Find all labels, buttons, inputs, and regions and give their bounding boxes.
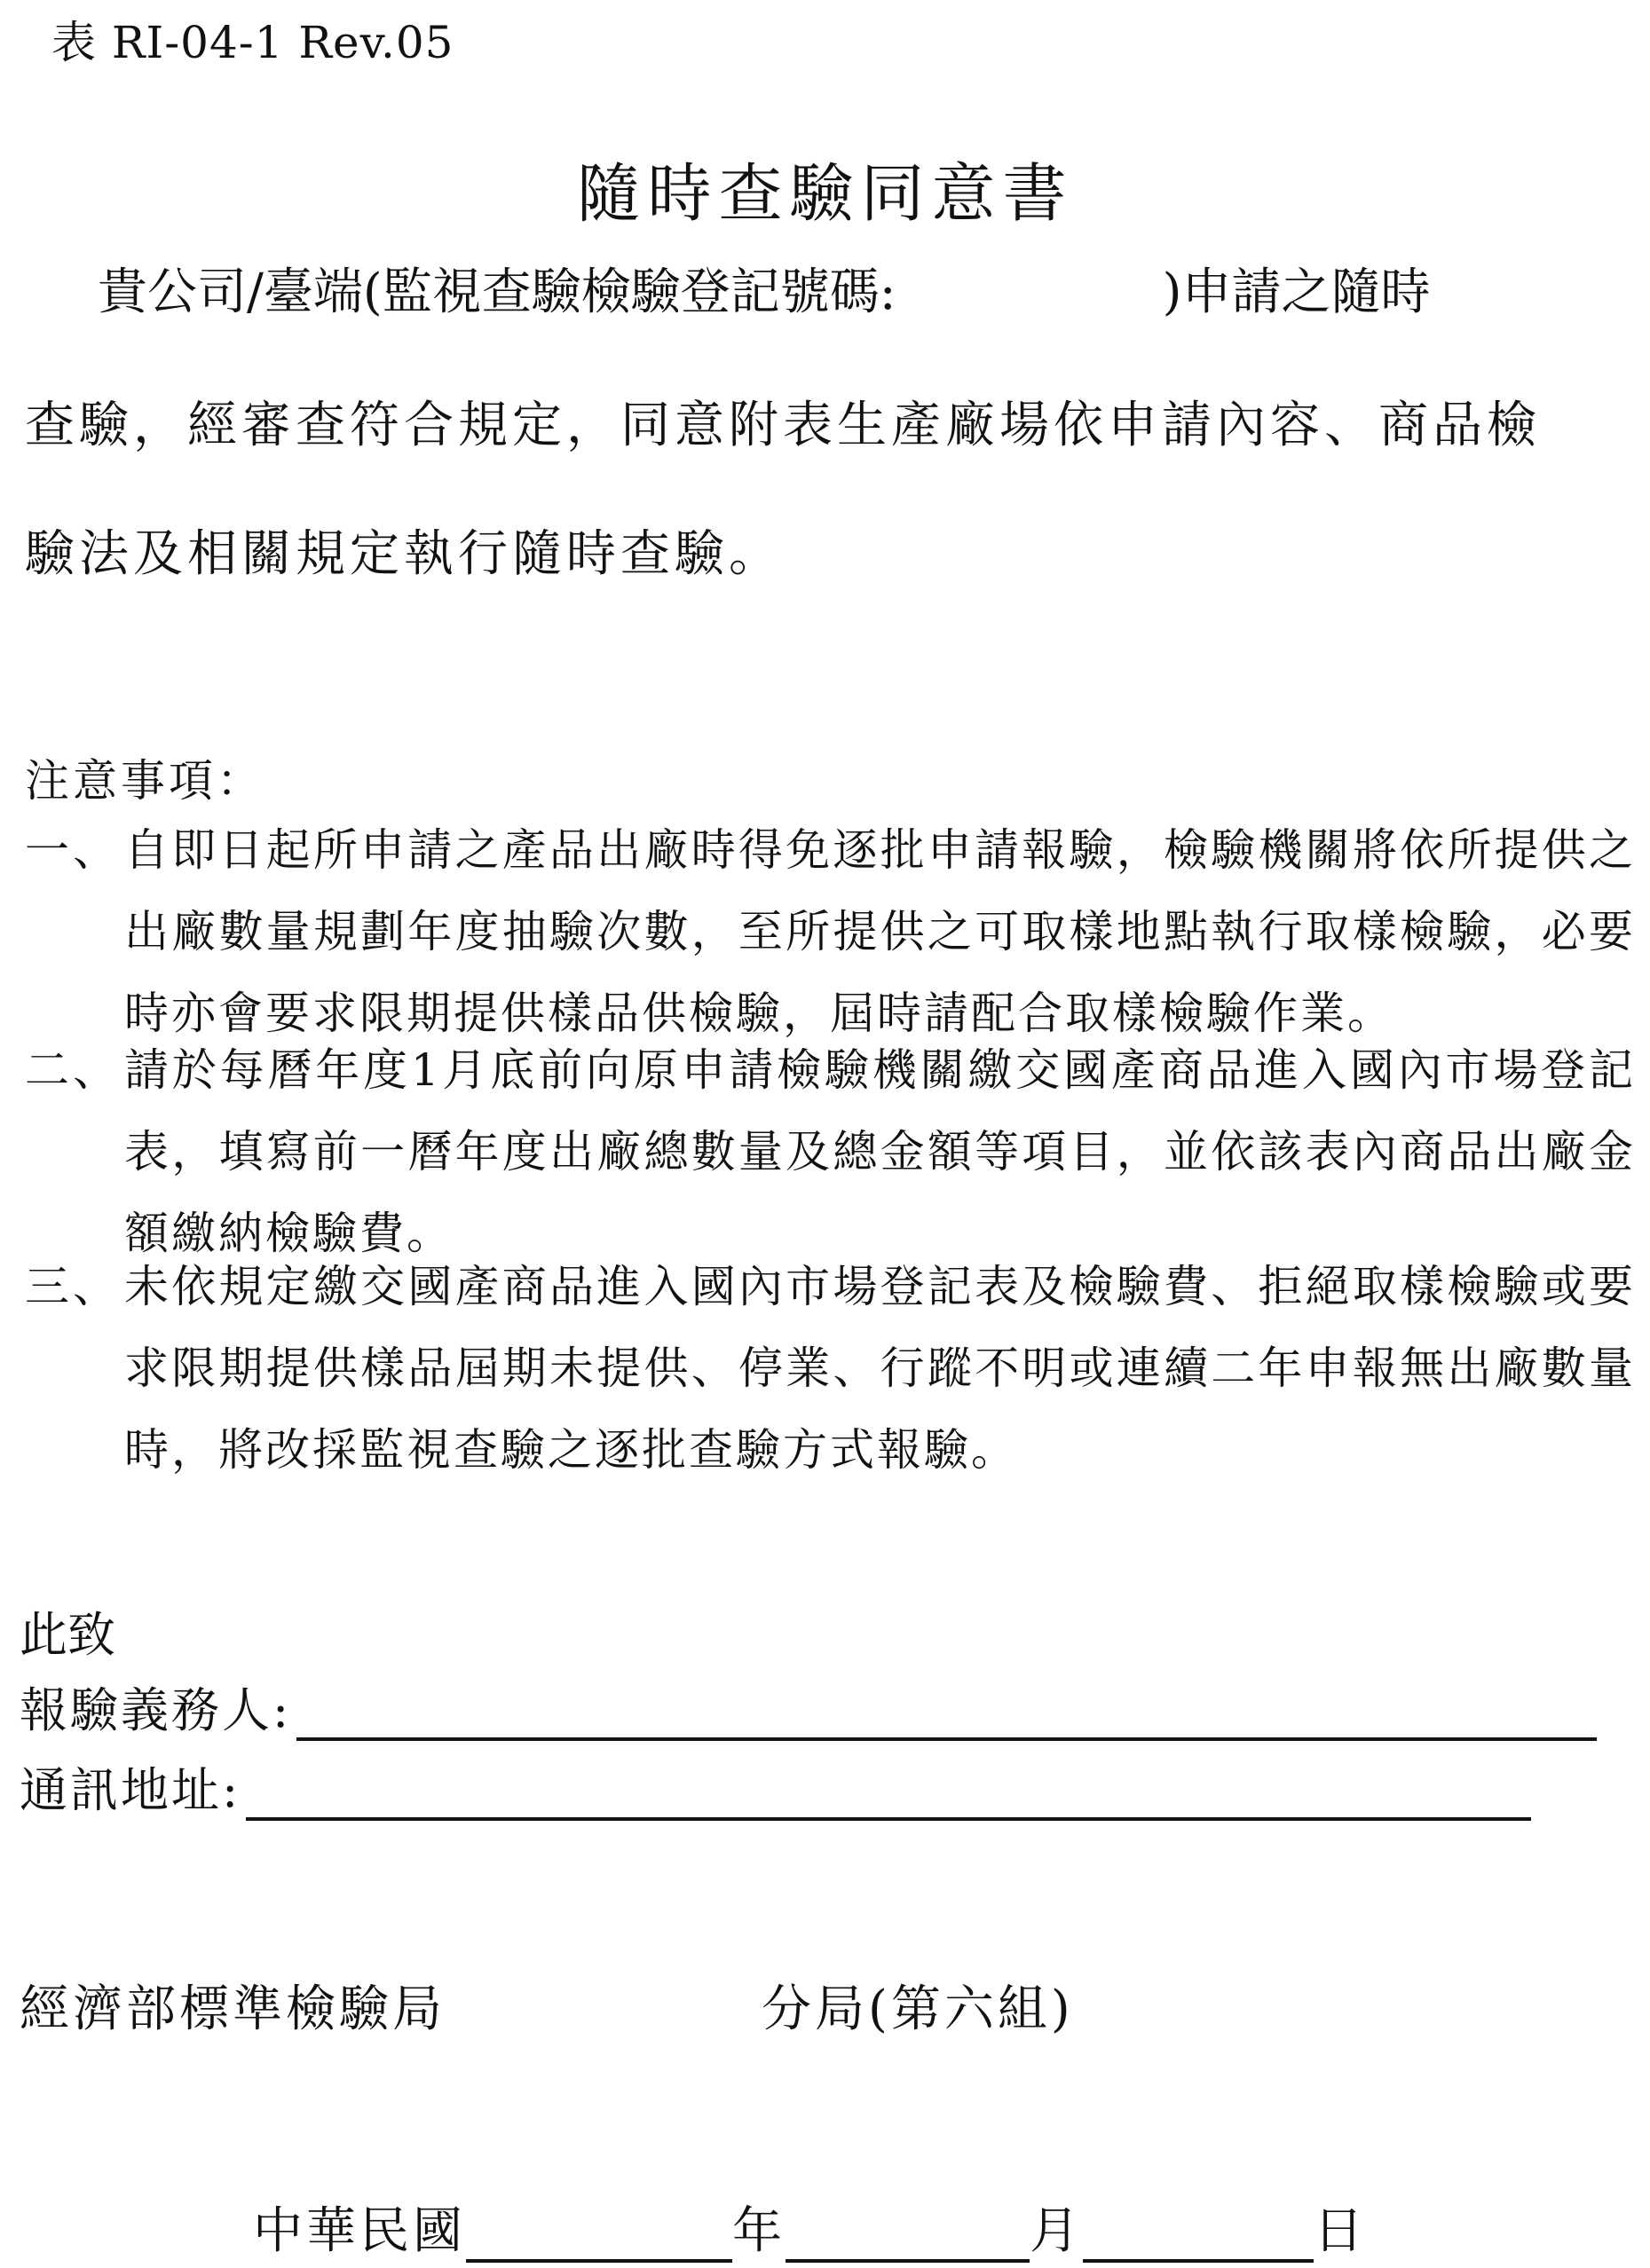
note-number: 三、 [25,1261,121,1312]
note-number: 二、 [25,1044,121,1096]
day-blank[interactable] [1083,2209,1314,2263]
consent-line-3: 驗法及相關規定執行隨時查驗。 [25,525,783,583]
month-label: 月 [1030,2202,1083,2260]
date-prefix: 中華民國 [253,2202,466,2260]
reporter-label: 報驗義務人: [20,1682,292,1738]
notes-heading: 注意事項： [25,755,264,807]
form-code: 表 RI-04-1 Rev.05 [51,17,454,68]
note-item [25,1246,1636,1491]
consent-line-1 [98,253,1633,324]
year-label: 年 [732,2202,786,2260]
consent-line-1-start: 貴公司/臺端(監視查驗檢驗登記號碼: [98,264,896,321]
note-text: 未依規定繳交國產商品進入國內市場登記表及檢驗費、拒絕取樣檢驗或要求限期提供樣品屆期未提供、停業、行蹤不明或連續二年申報無出廠數量時，將改採監視查驗之逐批查驗方式報驗。 [124,1261,1636,1476]
year-blank[interactable] [466,2209,732,2263]
note-item [25,809,1636,1054]
address-label: 通訊地址: [20,1762,241,1818]
address-field-line[interactable] [246,1769,1531,1821]
issuing-bureau: 經濟部標準檢驗局 [20,1981,446,2038]
page-title: 隨時查驗同意書 [576,156,1074,231]
consent-line-2: 查驗，經審查符合規定，同意附表生產廠場依申請內容、商品檢 [25,397,1541,454]
reporter-row [20,1673,1597,1741]
reporter-signature-line[interactable] [296,1689,1597,1741]
closing-phrase: 此致 [20,1607,115,1663]
branch-office: 分局(第六組) [762,1981,1074,2038]
address-row [20,1752,1531,1821]
note-text: 自即日起所申請之產品出廠時得免逐批申請報驗，檢驗機關將依所提供之出廠數量規劃年度抽驗次數，至所提供之可取樣地點執行取樣檢驗，必要時亦會要求限期提供樣品供檢驗，屆時請配合取樣檢驗作業。 [124,824,1636,1039]
note-item [25,1029,1636,1274]
note-text: 請於每曆年度1月底前向原申請檢驗機關繳交國產商品進入國內市場登記表，填寫前一曆年度出廠總數量及總金額等項目，並依該表內商品出廠金額繳納檢驗費。 [124,1044,1636,1259]
note-number: 一、 [25,824,121,876]
date-row [253,2192,1367,2263]
consent-line-1-end: )申請之隨時 [1162,264,1431,321]
day-label: 日 [1314,2202,1367,2260]
month-blank[interactable] [786,2209,1030,2263]
